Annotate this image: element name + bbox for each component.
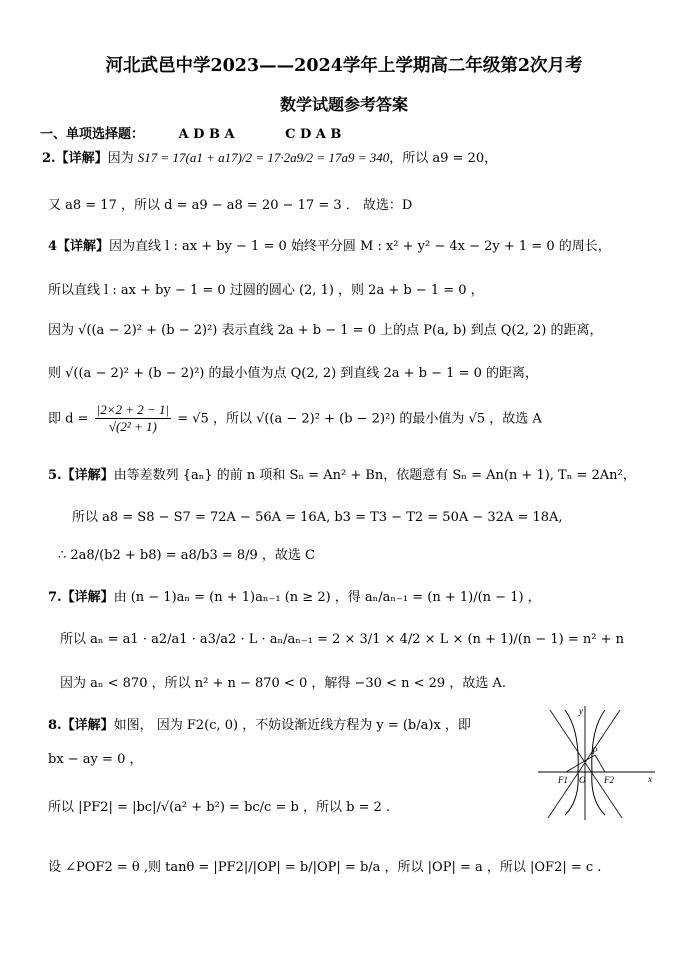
- asymptote-2: [550, 710, 622, 818]
- q7-line-3: 因为 aₙ < 870 ，所以 n² + n − 870 < 0 ，解得 −30 < n < 29 ，故选 A.: [60, 676, 506, 691]
- focus-f1-label: F1: [558, 775, 568, 785]
- q5-line-2: 所以 a8 = S8 − S7 = 72A − 56A = 16A, b3 = T3 − T2 = 50A − 32A = 18A,: [72, 510, 563, 525]
- q4-frac-numerator: |2×2 + 2 − 1|: [95, 402, 171, 419]
- q4-text-1: 因为直线 l : ax + by − 1 = 0 始终平分圆 M : x² + y² − 4x − 2y + 1 = 0 的周长，: [109, 239, 611, 254]
- q4-d-suffix: = √5 ，所以 √((a − 2)² + (b − 2)²) 的最小值为 √5 ，故选 A: [177, 411, 542, 427]
- origin-label: O: [579, 775, 586, 785]
- point-p-label: P: [592, 746, 598, 756]
- q8-line-1: [48, 718, 471, 734]
- q4-line-4: 则 √((a − 2)² + (b − 2)²) 的最小值为点 Q(2, 2) 到直线 2a + b − 1 = 0 的距离，: [48, 366, 538, 381]
- right-hyperbola-branch: [592, 710, 605, 815]
- q2-equation: S17 = 17(a1 + a17)/2 = 17·2a9/2 = 17a9 = 340: [137, 150, 390, 165]
- q5-label: 5.【详解】: [48, 468, 114, 483]
- document-title: 河北武邑中学2023——2024学年上学期高二年级第2次月考: [105, 56, 583, 76]
- q4-frac-denominator: √(2² + 1): [108, 419, 157, 435]
- q8-line-4: 设 ∠POF2 = θ ,则 tanθ = |PF2|/|OP| = b/|OP| = b/a ，所以 |OP| = a ，所以 |OF2| = c .: [48, 860, 602, 875]
- q4-distance-fraction: [95, 402, 171, 436]
- asymptote-1: [548, 710, 620, 818]
- section-heading: [40, 127, 341, 143]
- q4-label: 4【详解】: [48, 239, 110, 254]
- q5-line-1: [48, 468, 636, 484]
- q7-line-1: [48, 590, 541, 606]
- q2-line-1: [42, 150, 497, 167]
- hyperbola-figure: [530, 700, 660, 825]
- q5-text-1: 由等差数列 {aₙ} 的前 n 项和 Sₙ = An² + Bn，依题意有 Sₙ = An(n + 1), Tₙ = 2An²，: [113, 468, 636, 483]
- q8-text-1: 如图， 因为 F2(c, 0) ，不妨设渐近线方程为 y = (b/a)x ，即: [113, 718, 471, 733]
- q8-line-2: bx − ay = 0 ，: [48, 752, 143, 767]
- y-axis-label: y: [579, 706, 583, 716]
- q4-line-5: [48, 402, 542, 436]
- q7-text-1: 由 (n − 1)aₙ = (n + 1)aₙ₋₁ (n ≥ 2) ，得 aₙ/aₙ₋₁ = (n + 1)/(n − 1) ，: [113, 590, 541, 605]
- document-subtitle: 数学试题参考答案: [279, 95, 408, 114]
- x-axis-label: x: [648, 774, 652, 784]
- q4-d-prefix: 即 d =: [48, 411, 89, 427]
- q2-line-2: 又 a8 = 17 ，所以 d = a9 − a8 = 20 − 17 = 3 ． 故选：D: [48, 198, 413, 213]
- q7-line-2: 所以 aₙ = a1 · a2/a1 · a3/a2 · L · aₙ/aₙ₋₁ = 2 × 3/1 × 4/2 × L × (n + 1)/(n − 1) = n² + n: [60, 632, 625, 647]
- q2-tail: ，所以 a9 = 20，: [389, 151, 498, 166]
- q2-label: 2.【详解】: [42, 151, 108, 166]
- q8-line-3: 所以 |PF2| = |bc|/√(a² + b²) = bc/c = b ，所以 b = 2 .: [48, 800, 391, 815]
- q4-line-2: 所以直线 l : ax + by − 1 = 0 过圆的圆心 (2, 1) ，则 2a + b − 1 = 0 ，: [48, 283, 484, 298]
- segment-p-f2: [595, 755, 605, 772]
- section-heading-text: 一、单项选择题：: [40, 127, 145, 142]
- answers-group-1: A D B A: [178, 127, 235, 142]
- q4-line-1: [48, 239, 611, 255]
- q8-label: 8.【详解】: [48, 718, 114, 733]
- q2-text: 因为: [107, 151, 134, 166]
- left-hyperbola-branch: [565, 710, 578, 815]
- q7-label: 7.【详解】: [48, 590, 114, 605]
- focus-f2-label: F2: [604, 775, 614, 785]
- q5-line-3: ∴ 2a8/(b2 + b8) = a8/b3 = 8/9 ，故选 C: [58, 548, 316, 563]
- q4-line-3: 因为 √((a − 2)² + (b − 2)²) 表示直线 2a + b − 1 = 0 上的点 P(a, b) 到点 Q(2, 2) 的距离，: [48, 323, 603, 338]
- answers-group-2: C D A B: [285, 127, 342, 142]
